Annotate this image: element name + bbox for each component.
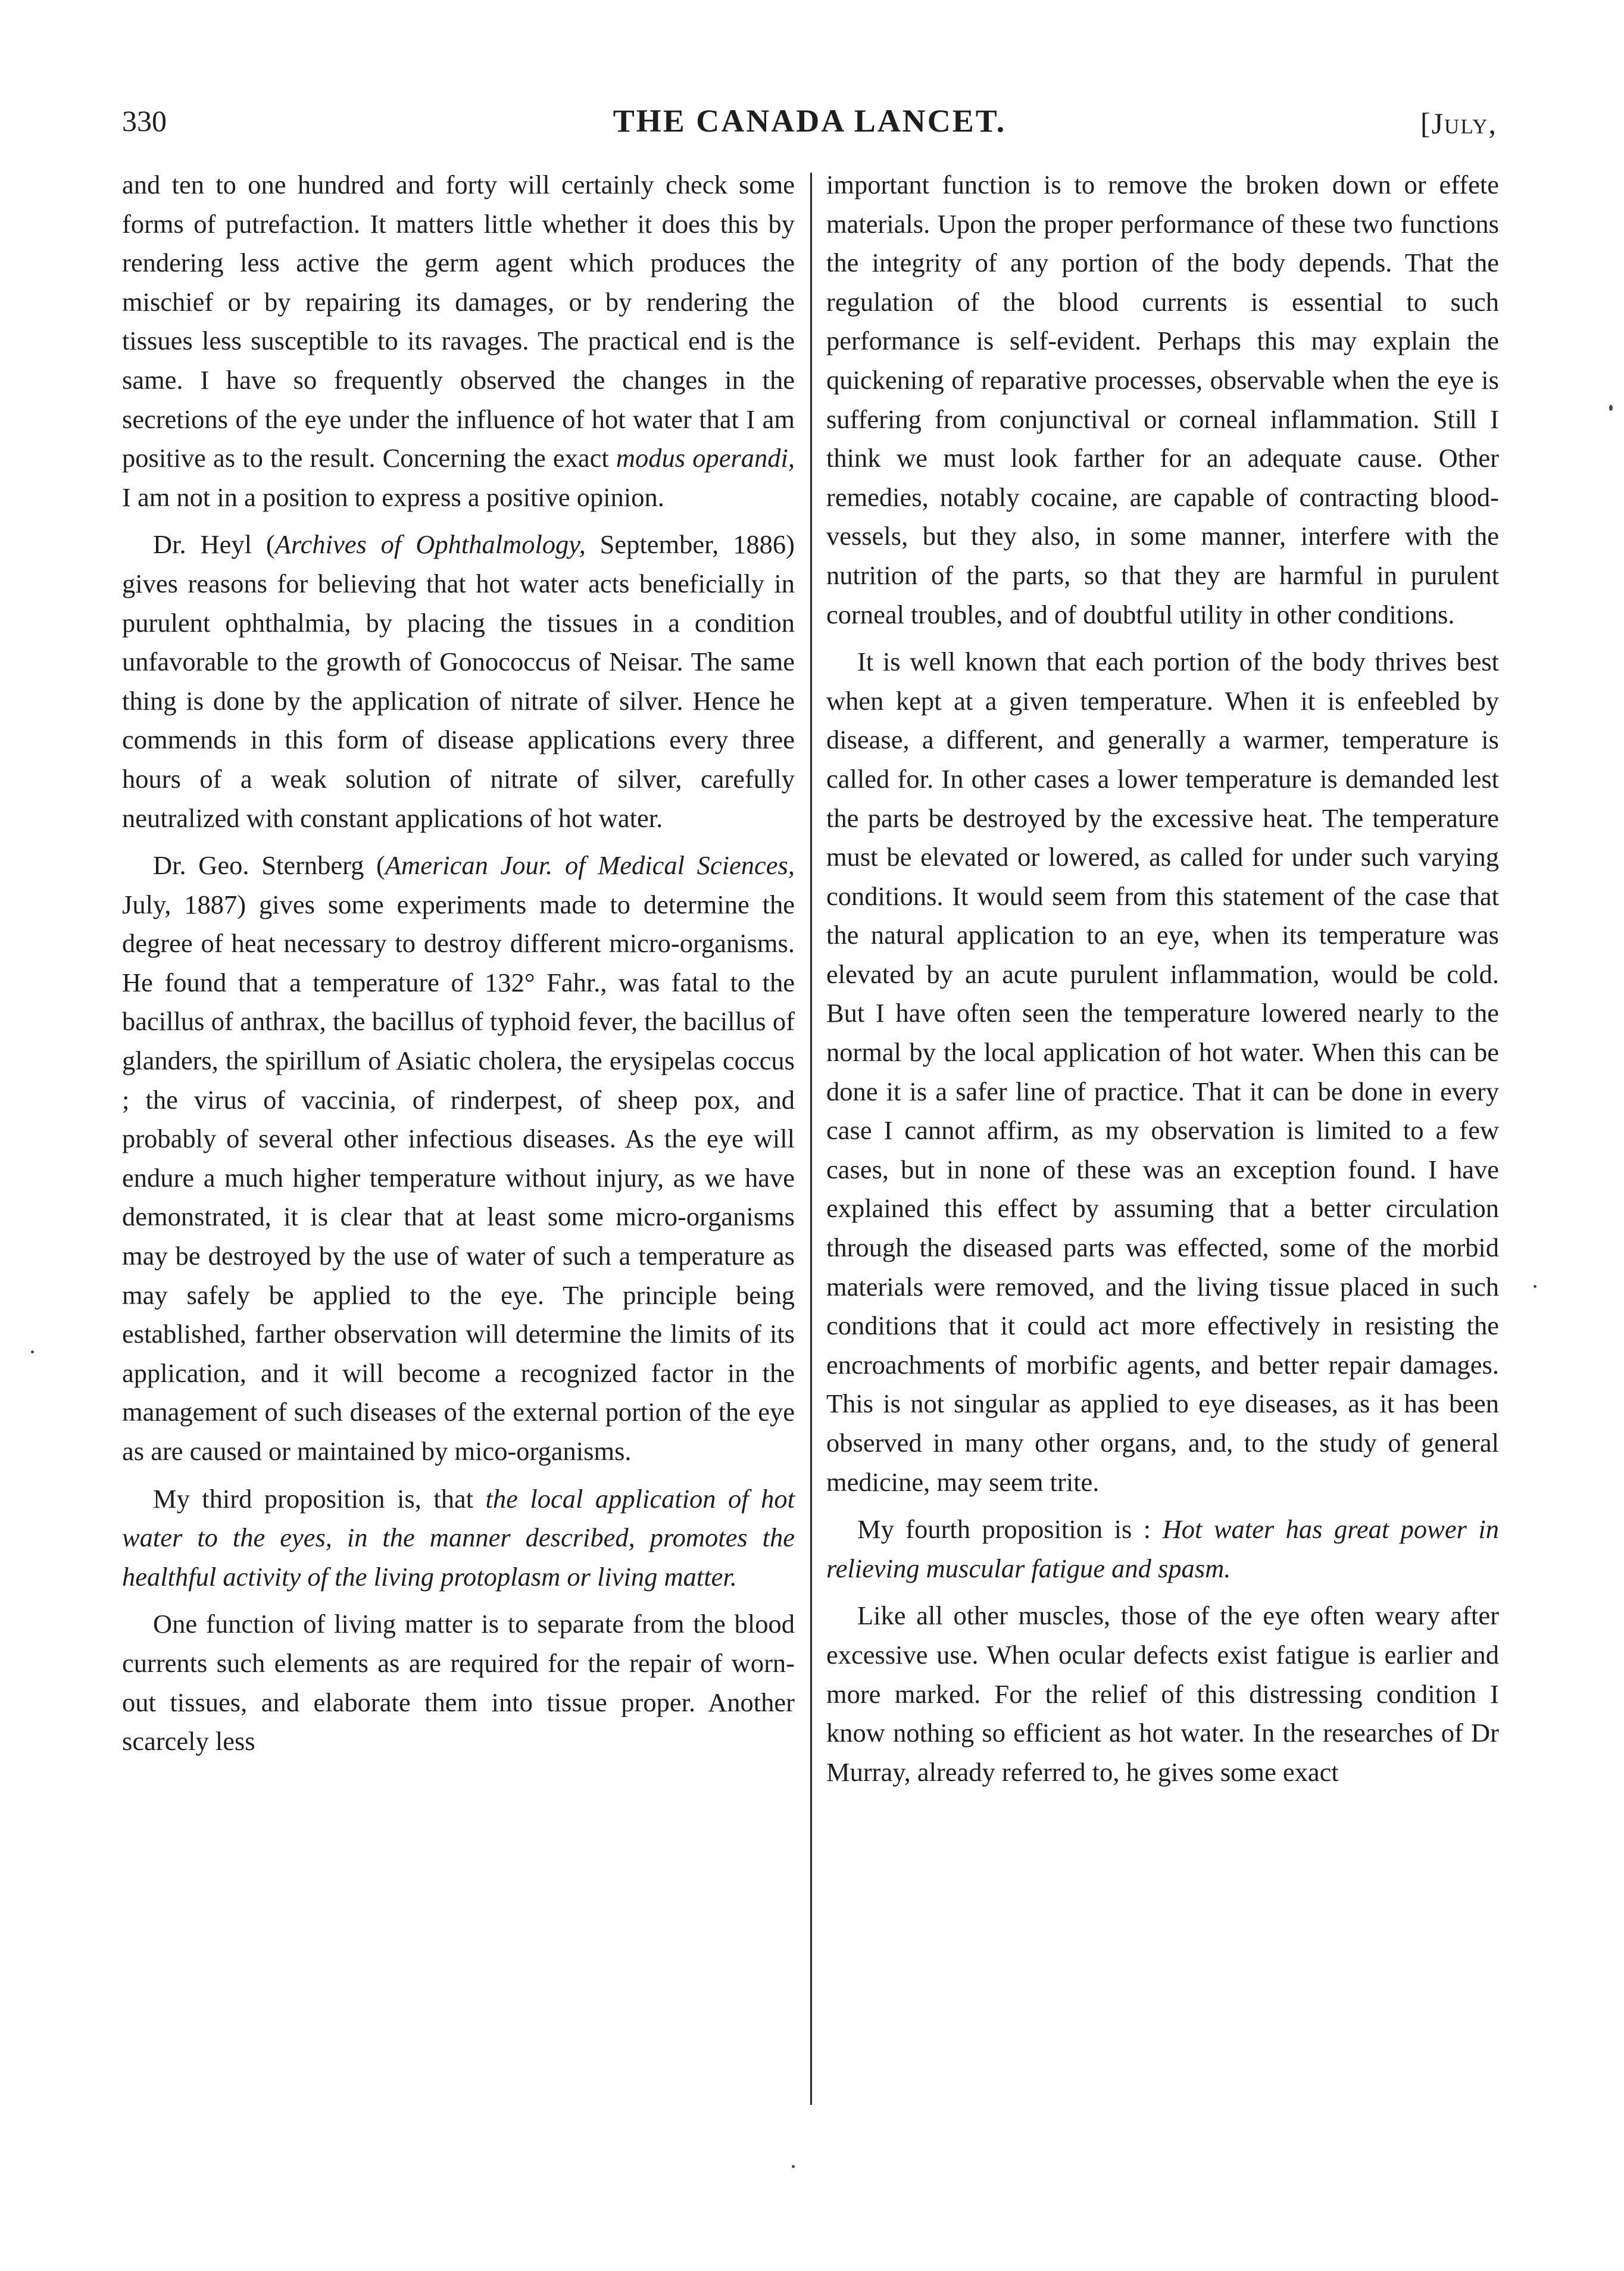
paragraph-text: Dr. Geo. Sternberg ( <box>153 850 385 881</box>
paragraph-text: I am not in a position to express a positive opinion. <box>122 482 664 512</box>
paragraph-text: My third proposition is, that <box>153 1483 486 1514</box>
page-number: 330 <box>122 104 167 138</box>
paragraph <box>826 1510 1499 1588</box>
paragraph-text: and ten to one hundred and forty will certainly check some forms of putrefaction. It matters little whether it does this by rendering less active the germ agent which produces the mischief or by repairing its damages, or by rendering the tissues less susceptible to its ravages. The practical end is the same. I have so frequently observed the changes in the secretions of the eye under the influence of hot water that I am positive as to the result. Concerning the exact <box>122 170 795 473</box>
citation-title: Archives of Ophthalmology, <box>274 529 586 560</box>
paragraph-text: July, 1887) gives some experiments made to determine the degree of heat necessary to destroy different micro-organisms. He found that a temperature of 132° Fahr., was fatal to the bacillus of anthrax, the bacillus of typhoid fever, the bacillus of glanders, the spirillum of Asiatic cholera, the erysipelas coccus ; the virus of vaccinia, of rinderpest, of sheep pox, and probably of several other infectious diseases. As the eye will endure a much higher temperature without injury, as we have demonstrated, it is clear that at least some micro-organisms may be destroyed by the use of water of such a temperature as may safely be applied to the eye. The principle being established, farther observation will determine the limits of its application, and it will become a recognized factor in the management of such diseases of the external portion of the eye as are caused or maintained by mico-organisms. <box>122 889 795 1466</box>
paragraph-text: It is well known that each portion of the body thrives best when kept at a given temperature. When it is enfeebled by disease, a different, and generally a warmer, temperature is called for. In other cases a lower temperature is demanded lest the parts be destroyed by the excessive heat. The temperature must be elevated or lowered, as called for under such varying conditions. It would seem from this statement of the case that the natural application to an eye, when its temperature was elevated by an acute purulent inflammation, would be cold. But I have often seen the temperature lowered nearly to the normal by the local application of hot water. When this can be done it is a safer line of practice. That it can be done in every case I cannot affirm, as my observation is limited to a few cases, but in none of these was an exception found. I have explained this effect by assuming that a better circulation through the diseased parts was effected, some of the morbid materials were removed, and the living tissue placed in such conditions that it could act more effectively in resisting the encroachments of morbific agents, and better repair damages. This is not singular as applied to eye diseases, as it has been observed in many other organs, and, to the study of general medicine, may seem trite. <box>826 647 1499 1497</box>
paragraph-text: Like all other muscles, those of the eye often weary after excessive use. When ocular defects exist fatigue is earlier and more marked. For the relief of this distressing condition I know nothing so efficient as hot water. In the researches of Dr Murray, already referred to, he gives some exact <box>826 1601 1499 1787</box>
paragraph <box>826 166 1499 634</box>
paragraph <box>122 846 795 1471</box>
paragraph <box>122 166 795 517</box>
paragraph-text: Dr. Heyl ( <box>153 529 275 560</box>
italic-phrase: modus operandi, <box>616 443 795 473</box>
paragraph-text: important function is to remove the broken down or effete materials. Upon the proper performance of these two functions the integrity of any portion of the body depends. That the regulation of the blood currents is essential to such performance is self-evident. Perhaps this may explain the quickening of reparative processes, observable when the eye is suffering from conjunctival or corneal inflammation. Still I think we must look farther for an adequate cause. Other remedies, notably cocaine, are capable of contracting blood-vessels, but they also, in some manner, interfere with the nutrition of the parts, so that they are harmful in purulent corneal troubles, and of doubtful utility in other conditions. <box>826 170 1499 629</box>
scan-speck <box>1609 405 1613 411</box>
right-column <box>826 166 1499 1800</box>
paragraph <box>826 1596 1499 1792</box>
paragraph <box>122 1605 795 1761</box>
paragraph-text: My fourth proposition is : <box>857 1514 1163 1545</box>
running-head <box>122 100 1497 154</box>
running-head-month: [July, <box>1420 107 1497 140</box>
scan-speck <box>31 1350 34 1353</box>
paragraph <box>122 1480 795 1597</box>
scan-speck <box>792 2165 795 2168</box>
proposition-statement: Hot water has great power in relieving muscular fatigue and spasm. <box>826 1514 1500 1583</box>
column-divider <box>810 173 812 2105</box>
paragraph <box>122 525 795 838</box>
left-column <box>122 166 795 1770</box>
citation-title: American Jour. of Medical Sciences, <box>385 850 795 881</box>
paragraph-text: One function of living matter is to separate from the blood currents such elements as are required for the repair of worn-out tissues, and elaborate them into tissue proper. Another scarcely less <box>122 1609 795 1757</box>
proposition-statement: the local application of hot water to the eyes, in the manner described, promotes the healthful activity of the living protoplasm or living matter. <box>122 1483 795 1592</box>
paragraph-text: September, 1886) gives reasons for believing that hot water acts beneficially in purulent ophthalmia, by placing the tissues in a condition unfavorable to the growth of Gonococcus of Neisar. The same thing is done by the application of nitrate of silver. Hence he commends in this form of disease applications every three hours of a weak solution of nitrate of silver, carefully neutralized with constant applications of hot water. <box>122 529 795 833</box>
scan-speck <box>1534 1285 1536 1288</box>
journal-title: THE CANADA LANCET. <box>613 103 1007 139</box>
paragraph <box>826 642 1499 1502</box>
